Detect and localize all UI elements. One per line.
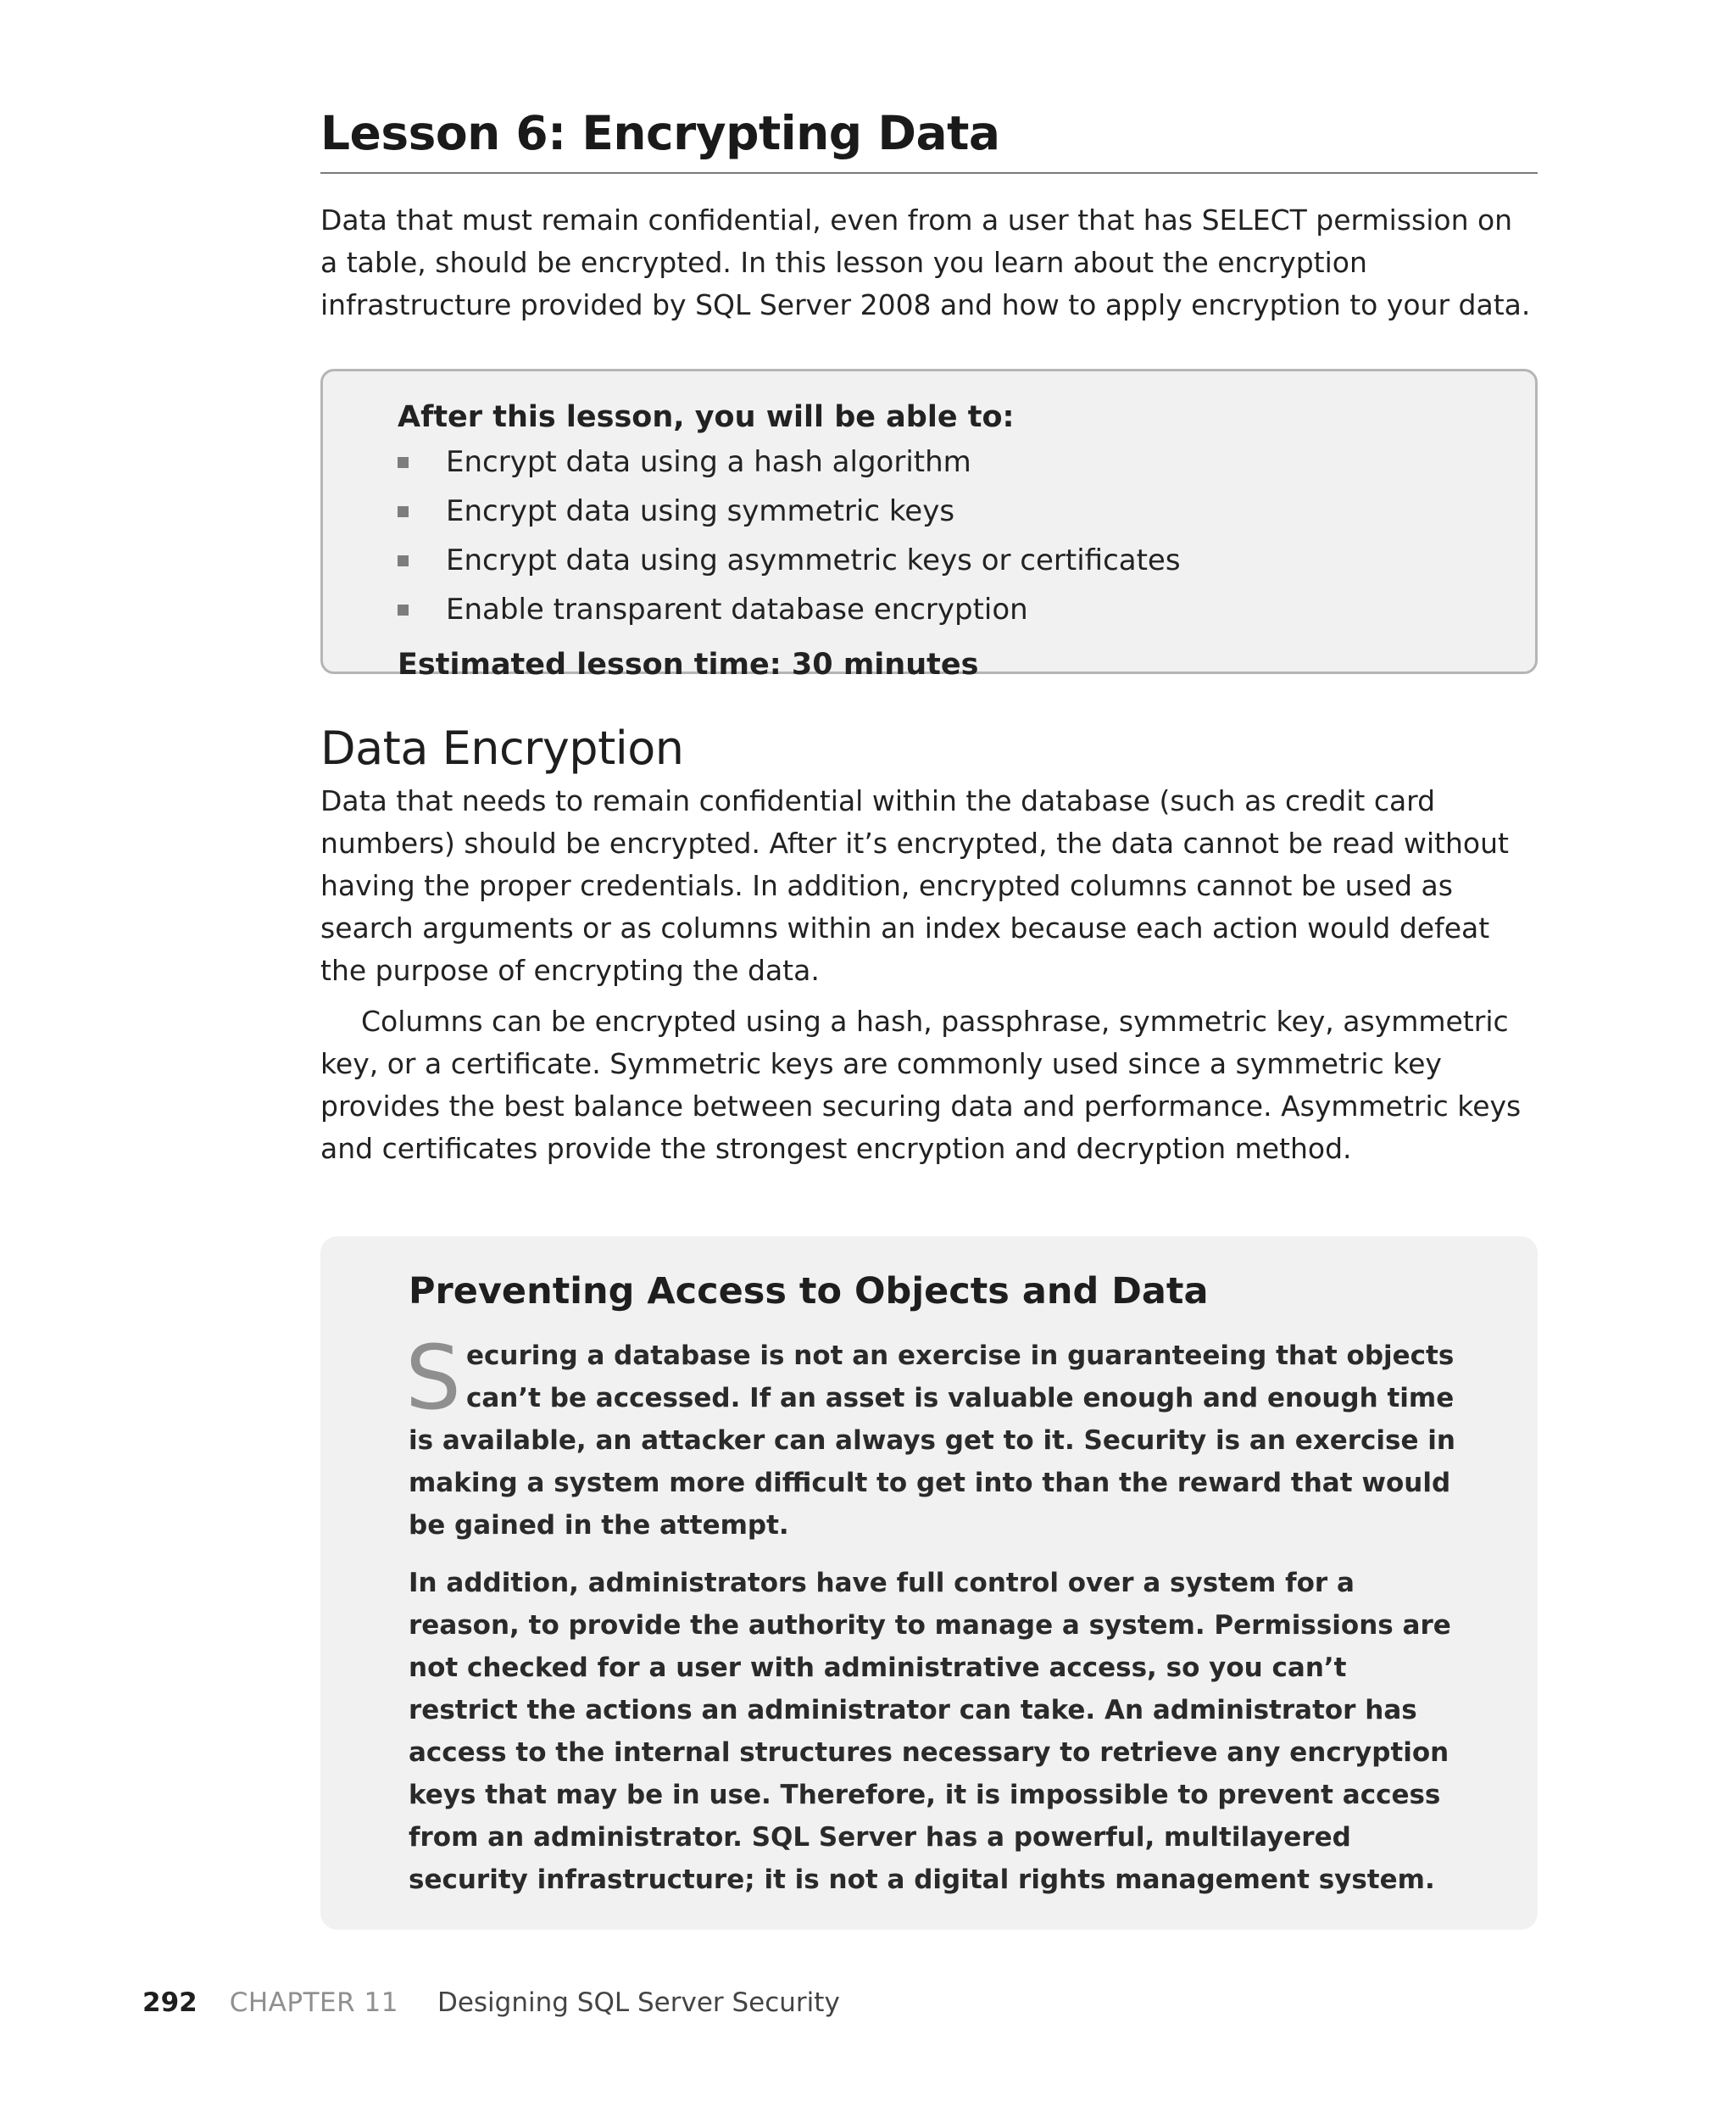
page-number: 292	[142, 1987, 198, 2018]
sidebar-paragraph-text: ecuring a database is not an exercise in guaranteeing that objects can’t be accessed. If an asset is valuable enough and enough time is available, an attacker can always get to it. Security is an exercise in making a system more difficult to get into than the reward that would be gained in the attempt.	[409, 1340, 1456, 1541]
objective-item	[398, 585, 1501, 634]
objectives-list	[398, 438, 1501, 634]
square-bullet-icon	[398, 555, 409, 566]
square-bullet-icon	[398, 605, 409, 616]
section-paragraph: Data that needs to remain confidential within the database (such as credit card numbers) should be encrypted. After it’s encrypted, the data cannot be read without having the proper credentials. In addition, encrypted columns cannot be used as search arguments or as columns within an index because each action would defeat the purpose of encrypting the data.	[320, 784, 1509, 987]
sidebar-title: Preventing Access to Objects and Data	[409, 1270, 1209, 1313]
square-bullet-icon	[398, 506, 409, 517]
objective-text: Encrypt data using symmetric keys	[446, 494, 955, 528]
chapter-label: CHAPTER 11	[229, 1987, 398, 2018]
objective-text: Enable transparent database encryption	[446, 593, 1028, 627]
chapter-title: Designing SQL Server Security	[437, 1987, 840, 2018]
page-content	[320, 106, 1538, 1930]
objectives-heading: After this lesson, you will be able to:	[398, 400, 1015, 434]
objective-item	[398, 487, 1501, 536]
section-paragraph-indented: Columns can be encrypted using a hash, passphrase, symmetric key, asymmetric key, or a certificate. Symmetric keys are commonly used since a symmetric key provides the best balance between securing data and performance. Asymmetric keys and certificates provide the strongest encryption and decryption method.	[320, 1005, 1522, 1165]
section-heading: Data Encryption	[320, 722, 684, 775]
sidebar-paragraph: In addition, administrators have full control over a system for a reason, to provide the authority to manage a system. Permissions are not checked for a user with administrative access, so you can’t restrict the actions an administrator can take. An administrator has access to the internal structures necessary to retrieve any encryption keys that may be in use. Therefore, it is impossible to prevent access from an administrator. SQL Server has a powerful, multilayered security infrastructure; it is not a digital rights management system.	[409, 1568, 1451, 1895]
lesson-title: Lesson 6: Encrypting Data	[320, 106, 1538, 174]
objective-item	[398, 438, 1501, 487]
lesson-intro: Data that must remain confidential, even from a user that has SELECT permission on a table, should be encrypted. In this lesson you learn about the encryption infrastructure provided by SQL Server 2008 and how to apply encryption to your data.	[320, 203, 1531, 321]
drop-cap: S	[405, 1326, 462, 1430]
sidebar-paragraph	[405, 1326, 1461, 1547]
sidebar-box	[320, 1236, 1538, 1930]
estimated-lesson-time: Estimated lesson time: 30 minutes	[398, 648, 979, 682]
objective-text: Encrypt data using a hash algorithm	[446, 445, 971, 479]
square-bullet-icon	[398, 457, 409, 468]
page-footer	[142, 1987, 840, 2018]
objectives-box	[320, 369, 1538, 682]
objective-item	[398, 536, 1501, 585]
objective-text: Encrypt data using asymmetric keys or certificates	[446, 543, 1181, 577]
